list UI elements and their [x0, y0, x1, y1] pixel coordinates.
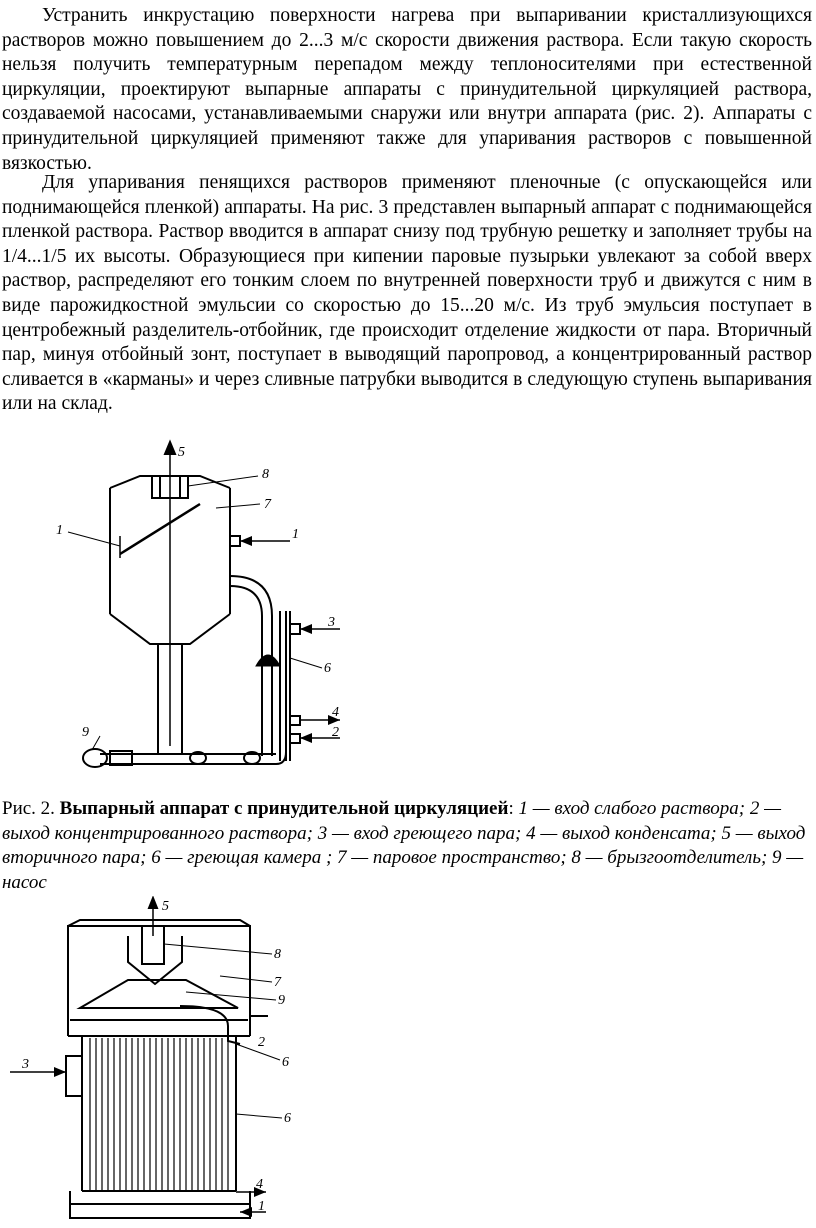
fig3-label-7: 7: [274, 975, 281, 990]
caption-legend: 1 — вход слабого раствора; 2 — выход концентрированного раствора; 3 — вход греющего пара; 4 — выход конденсата; 5 — выход вторичного пара; 6 — греющая камера ; 7 — паровое пространство; 8 — брызгоотделитель; 9 — насос: [2, 798, 806, 893]
fig2-label-1-right: 1: [292, 527, 299, 542]
fig3-label-2: 2: [258, 1035, 265, 1050]
fig3-label-6-lower: 6: [284, 1111, 291, 1126]
fig3-label-5: 5: [162, 899, 169, 914]
fig3-label-1: 1: [258, 1199, 265, 1214]
fig2-label-9: 9: [82, 725, 89, 740]
fig2-label-4: 4: [332, 705, 339, 720]
paragraph-1: Устранить инкрустацию поверхности нагрева при выпаривании кристаллизующихся растворов можно повышением до 2...3 м/с скорости движения раствора. Если такую скорость нельзя получить температурным перепадом между теплоносителями при естественной циркуляции, проектируют выпарные аппараты с принудительной циркуляцией раствора, создаваемой насосами, устанавливаемыми снаружи или внутри аппарата (рис. 2). Аппараты с принудительной циркуляцией применяют также для упаривания растворов с повышенной вязкостью.: [2, 5, 812, 174]
figure-3-diagram: [10, 896, 340, 1228]
caption-separator: :: [508, 798, 519, 819]
figure-2-diagram: [40, 436, 420, 788]
fig2-label-1-left: 1: [56, 523, 63, 538]
fig2-label-7: 7: [264, 497, 271, 512]
fig3-label-4: 4: [256, 1177, 263, 1192]
fig3-label-3: 3: [22, 1057, 29, 1072]
caption-title: Выпарный аппарат с принудительной циркуляцией: [59, 798, 509, 819]
fig3-label-9: 9: [278, 993, 285, 1008]
fig2-label-2: 2: [332, 725, 339, 740]
fig2-label-6: 6: [324, 661, 331, 676]
caption-prefix: Рис. 2.: [2, 798, 60, 819]
fig2-label-8: 8: [262, 467, 269, 482]
fig2-label-5: 5: [178, 445, 185, 460]
figure-2-caption: [2, 797, 814, 895]
fig3-label-8: 8: [274, 947, 281, 962]
fig3-label-6-upper: 6: [282, 1055, 289, 1070]
paragraph-2: Для упаривания пенящихся растворов применяют пленочные (с опускающейся или поднимающейся пленкой) аппараты. На рис. 3 представлен выпарный аппарат с поднимающейся пленкой раствора. Раствор вводится в аппарат снизу под трубную решетку и заполняет трубы на 1/4...1/5 их высоты. Образующиеся при кипении паровые пузырьки увлекают за собой вверх раствор, распределяют его тонким слоем по внутренней поверхности труб и движутся с ним в виде парожидкостной эмульсии со скоростью до 15...20 м/с. Из труб эмульсия поступает в центробежный разделитель-отбойник, где происходит отделение жидкости от пара. Вторичный пар, минуя отбойный зонт, поступает в выводящий паропровод, а концентрированный раствор сливается в «карманы» и через сливные патрубки выводится в следующую ступень выпаривания или на склад.: [2, 172, 812, 415]
fig2-label-3: 3: [328, 615, 335, 630]
